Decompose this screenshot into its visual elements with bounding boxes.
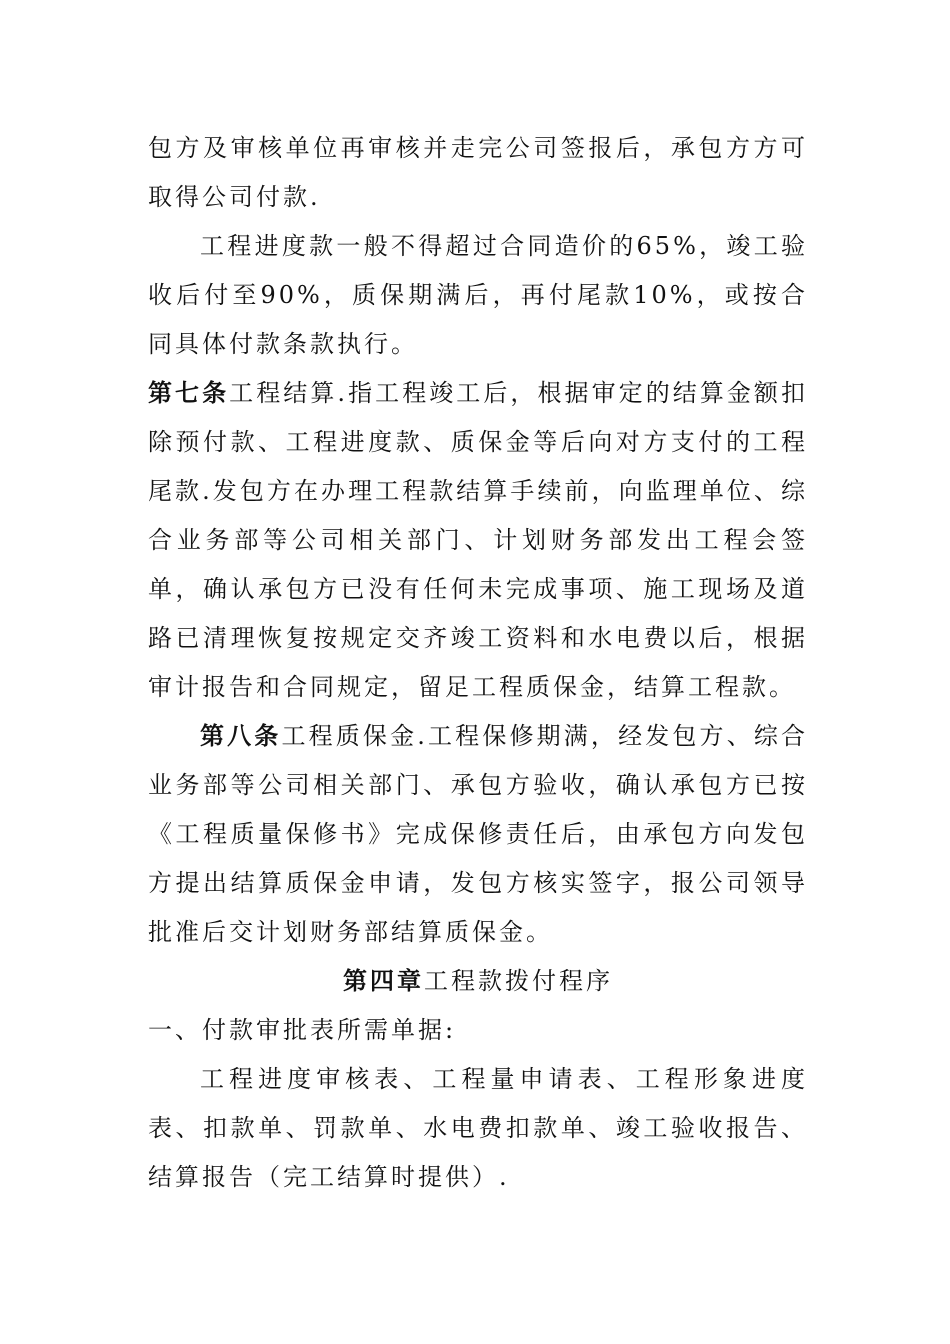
chapter-heading [148, 957, 808, 1006]
chapter-number: 第四章 [343, 967, 424, 995]
document-body [148, 124, 808, 1202]
article-7-body: 工程结算.指工程竣工后，根据审定的结算金额扣除预付款、工程进度款、质保金等后向对方支付的工程尾款.发包方在办理工程款结算手续前，向监理单位、综合业务部等公司相关部门、计划财务部发出工程会签单，确认承包方已没有任何未完成事项、施工现场及道路已清理恢复按规定交齐竣工资料和水电费以后，根据审计报告和合同规定，留足工程质保金，结算工程款。 [148, 379, 808, 701]
article-7-title: 第七条 [148, 379, 230, 407]
chapter-title: 工程款拨付程序 [424, 967, 613, 995]
article-8-title: 第八条 [200, 722, 282, 750]
paragraph-payment-approval: 包方及审核单位再审核并走完公司签报后，承包方方可取得公司付款. [148, 134, 808, 211]
section-item-1-body: 工程进度审核表、工程量申请表、工程形象进度表、扣款单、罚款单、水电费扣款单、竣工验收报告、结算报告（完工结算时提供）. [148, 1065, 808, 1191]
section-item-1: 一、付款审批表所需单据: [148, 1016, 457, 1044]
paragraph-progress-payment: 工程进度款一般不得超过合同造价的65%，竣工验收后付至90%，质保期满后，再付尾款10%，或按合同具体付款条款执行。 [148, 232, 808, 358]
article-8 [148, 712, 808, 957]
article-7 [148, 369, 808, 712]
article-8-body: 工程质保金.工程保修期满，经发包方、综合业务部等公司相关部门、承包方验收，确认承包方已按《工程质量保修书》完成保修责任后，由承包方向发包方提出结算质保金申请，发包方核实签字，报公司领导批准后交计划财务部结算质保金。 [148, 722, 808, 946]
